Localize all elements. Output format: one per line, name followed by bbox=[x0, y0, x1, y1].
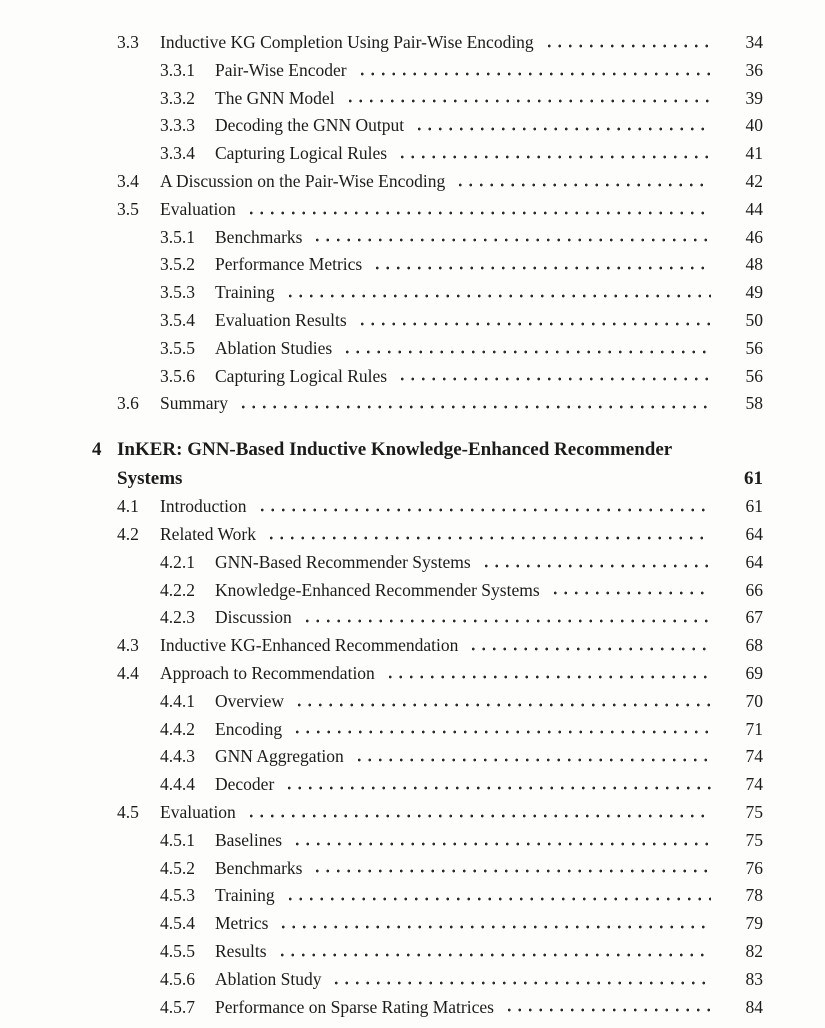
toc-entry-title: Evaluation bbox=[160, 198, 236, 219]
toc-entry-title: Training bbox=[215, 282, 275, 303]
toc-entry-number: 3.3.3 bbox=[160, 115, 195, 136]
toc-chapter-number: 4 bbox=[92, 439, 102, 461]
toc-entry-title: GNN Aggregation bbox=[215, 746, 344, 767]
dot-leader bbox=[478, 549, 711, 577]
dot-leader bbox=[394, 140, 711, 168]
dot-leader bbox=[339, 335, 711, 363]
toc-chapter-title-line1: InKER: GNN-Based Inductive Knowledge-Enhanced Recommender bbox=[117, 439, 673, 461]
toc-entry-page: 78 bbox=[745, 885, 763, 906]
toc-entry-number: 4.4.4 bbox=[160, 774, 195, 795]
toc-entry-title: Summary bbox=[160, 393, 229, 414]
toc-chapter-entry[interactable] bbox=[92, 435, 763, 493]
toc-chapter-line2 bbox=[92, 464, 763, 493]
toc-entry-number: 4.5.7 bbox=[160, 996, 195, 1017]
dot-leader bbox=[281, 771, 711, 799]
dot-leader bbox=[501, 994, 711, 1022]
dot-leader bbox=[452, 168, 711, 196]
toc-entry-3-4[interactable] bbox=[92, 168, 763, 196]
toc-entry-number: 3.3.2 bbox=[160, 87, 195, 108]
dot-leader bbox=[354, 307, 711, 335]
toc-entry-page: 70 bbox=[745, 690, 763, 711]
toc-entry-page: 58 bbox=[745, 393, 763, 414]
toc-entry-number: 4.5.5 bbox=[160, 940, 195, 961]
toc-entry-number: 4.5.2 bbox=[160, 857, 195, 878]
toc-entry-page: 46 bbox=[745, 226, 763, 247]
toc-entry-title: Decoder bbox=[215, 774, 275, 795]
toc-entry-title: Capturing Logical Rules bbox=[215, 365, 388, 386]
toc-entry-4-4[interactable] bbox=[92, 660, 763, 688]
toc-entry-title: Evaluation bbox=[160, 801, 236, 822]
dot-leader bbox=[235, 390, 711, 418]
toc-entry-number: 4.4.3 bbox=[160, 746, 195, 767]
toc-entry-title: Performance Metrics bbox=[215, 254, 363, 275]
toc-entry-title: Evaluation Results bbox=[215, 309, 347, 330]
toc-entry-title: Metrics bbox=[215, 913, 269, 934]
toc-entry-number: 4.4 bbox=[117, 662, 139, 683]
toc-entry-title: Benchmarks bbox=[215, 857, 303, 878]
toc-entry-4-5[interactable] bbox=[92, 799, 763, 827]
toc-entry-title: Performance on Sparse Rating Matrices bbox=[215, 996, 494, 1017]
toc-entry-4-5-3[interactable] bbox=[92, 882, 763, 910]
toc-entry-3-3-1[interactable] bbox=[92, 57, 763, 85]
toc-entry-3-5-3[interactable] bbox=[92, 279, 763, 307]
toc-entry-page: 67 bbox=[745, 607, 763, 628]
toc-entry-number: 4.4.1 bbox=[160, 690, 195, 711]
table-of-contents bbox=[92, 29, 763, 1021]
toc-entry-4-5-5[interactable] bbox=[92, 938, 763, 966]
toc-entry-4-2-3[interactable] bbox=[92, 604, 763, 632]
toc-entry-title: Encoding bbox=[215, 718, 283, 739]
toc-entry-number: 3.4 bbox=[117, 170, 139, 191]
toc-entry-title: Inductive KG-Enhanced Recommendation bbox=[160, 635, 459, 656]
toc-entry-3-5[interactable] bbox=[92, 196, 763, 224]
toc-entry-page: 42 bbox=[745, 170, 763, 191]
dot-leader bbox=[275, 910, 711, 938]
toc-entry-number: 3.3.4 bbox=[160, 143, 195, 164]
dot-leader bbox=[351, 743, 711, 771]
toc-entry-3-5-1[interactable] bbox=[92, 224, 763, 252]
toc-entry-number: 4.5.4 bbox=[160, 913, 195, 934]
toc-entry-title: Results bbox=[215, 940, 267, 961]
toc-entry-number: 3.3.1 bbox=[160, 59, 195, 80]
toc-entry-title: Decoding the GNN Output bbox=[215, 115, 405, 136]
dot-leader bbox=[299, 604, 711, 632]
toc-entry-number: 4.5.1 bbox=[160, 829, 195, 850]
toc-entry-page: 36 bbox=[745, 59, 763, 80]
toc-entry-page: 69 bbox=[745, 662, 763, 683]
dot-leader bbox=[274, 938, 711, 966]
toc-entry-page: 83 bbox=[745, 968, 763, 989]
toc-entry-4-5-7[interactable] bbox=[92, 994, 763, 1022]
dot-leader bbox=[309, 855, 711, 883]
dot-leader bbox=[289, 827, 711, 855]
dot-leader bbox=[382, 660, 711, 688]
toc-entry-title: Ablation Study bbox=[215, 968, 322, 989]
toc-entry-number: 4.2.3 bbox=[160, 607, 195, 628]
toc-entry-page: 76 bbox=[745, 857, 763, 878]
dot-leader bbox=[547, 577, 711, 605]
toc-entry-title: Approach to Recommendation bbox=[160, 662, 375, 683]
toc-entry-page: 75 bbox=[745, 829, 763, 850]
toc-entry-page: 56 bbox=[745, 365, 763, 386]
toc-entry-number: 3.5.2 bbox=[160, 254, 195, 275]
toc-entry-page: 71 bbox=[745, 718, 763, 739]
toc-entry-4-5-6[interactable] bbox=[92, 966, 763, 994]
toc-entry-3-5-6[interactable] bbox=[92, 363, 763, 391]
toc-entry-title: Introduction bbox=[160, 496, 247, 517]
dot-leader bbox=[328, 966, 711, 994]
toc-entry-page: 61 bbox=[745, 496, 763, 517]
toc-entry-page: 64 bbox=[745, 523, 763, 544]
dot-leader bbox=[289, 716, 711, 744]
toc-chapter-line1 bbox=[92, 435, 763, 464]
toc-entry-4-4-4[interactable] bbox=[92, 771, 763, 799]
toc-entry-3-3-2[interactable] bbox=[92, 85, 763, 113]
toc-entry-number: 3.3 bbox=[117, 32, 139, 52]
dot-leader bbox=[263, 521, 711, 549]
toc-entry-number: 4.3 bbox=[117, 635, 139, 656]
toc-entry-title: Discussion bbox=[215, 607, 292, 628]
toc-entry-page: 75 bbox=[745, 801, 763, 822]
toc-entry-4-4-3[interactable] bbox=[92, 743, 763, 771]
toc-chapter-title-line2: Systems bbox=[117, 468, 183, 490]
toc-entry-3-3[interactable] bbox=[92, 29, 763, 57]
toc-entry-title: Capturing Logical Rules bbox=[215, 143, 388, 164]
toc-entry-page: 74 bbox=[745, 774, 763, 795]
toc-entry-page: 40 bbox=[745, 115, 763, 136]
toc-entry-title: The GNN Model bbox=[215, 87, 335, 108]
toc-entry-number: 3.5.5 bbox=[160, 337, 195, 358]
toc-entry-4-4-2[interactable] bbox=[92, 716, 763, 744]
dot-leader bbox=[243, 196, 711, 224]
dot-leader bbox=[309, 224, 711, 252]
toc-entry-page: 84 bbox=[745, 996, 763, 1017]
toc-entry-3-5-4[interactable] bbox=[92, 307, 763, 335]
toc-entry-number: 3.5.3 bbox=[160, 282, 195, 303]
toc-entry-number: 3.6 bbox=[117, 393, 139, 414]
dot-leader bbox=[282, 279, 711, 307]
toc-entry-page: 79 bbox=[745, 913, 763, 934]
dot-leader bbox=[342, 85, 711, 113]
toc-entry-title: Related Work bbox=[160, 523, 256, 544]
toc-entry-title: GNN-Based Recommender Systems bbox=[215, 551, 471, 572]
toc-entry-4-5-1[interactable] bbox=[92, 827, 763, 855]
toc-entry-page: 64 bbox=[745, 551, 763, 572]
toc-entry-page: 41 bbox=[745, 143, 763, 164]
toc-entry-page: 56 bbox=[745, 337, 763, 358]
toc-entry-3-3-4[interactable] bbox=[92, 140, 763, 168]
chapter-spacer bbox=[182, 464, 713, 493]
dot-leader bbox=[243, 799, 711, 827]
toc-entry-title: Overview bbox=[215, 690, 285, 711]
toc-entry-title: Ablation Studies bbox=[215, 337, 333, 358]
toc-entry-3-6[interactable] bbox=[92, 390, 763, 418]
toc-entry-number: 4.4.2 bbox=[160, 718, 195, 739]
toc-entry-4-5-2[interactable] bbox=[92, 855, 763, 883]
toc-entry-3-5-5[interactable] bbox=[92, 335, 763, 363]
toc-entry-page: 34 bbox=[745, 32, 763, 52]
toc-entry-number: 4.2 bbox=[117, 523, 139, 544]
toc-entry-number: 3.5.6 bbox=[160, 365, 195, 386]
toc-entry-page: 39 bbox=[745, 87, 763, 108]
toc-entry-page: 82 bbox=[745, 940, 763, 961]
toc-entry-number: 4.2.2 bbox=[160, 579, 195, 600]
toc-entry-4-2[interactable] bbox=[92, 521, 763, 549]
toc-entry-title: A Discussion on the Pair-Wise Encoding bbox=[160, 170, 446, 191]
toc-entry-page: 48 bbox=[745, 254, 763, 275]
toc-entry-page: 74 bbox=[745, 746, 763, 767]
toc-entry-number: 3.5 bbox=[117, 198, 139, 219]
dot-leader bbox=[254, 493, 711, 521]
toc-entry-number: 3.5.4 bbox=[160, 309, 195, 330]
toc-entry-number: 4.5 bbox=[117, 801, 139, 822]
toc-entry-page: 66 bbox=[745, 579, 763, 600]
toc-entry-3-5-2[interactable] bbox=[92, 251, 763, 279]
dot-leader bbox=[541, 29, 711, 57]
dot-leader bbox=[282, 882, 711, 910]
dot-leader bbox=[465, 632, 711, 660]
dot-leader bbox=[369, 251, 711, 279]
toc-entry-number: 4.1 bbox=[117, 496, 139, 517]
dot-leader bbox=[291, 688, 711, 716]
toc-entry-4-2-2[interactable] bbox=[92, 577, 763, 605]
toc-entry-4-1[interactable] bbox=[92, 493, 763, 521]
toc-entry-title: Pair-Wise Encoder bbox=[215, 59, 347, 80]
toc-entry-3-3-3[interactable] bbox=[92, 112, 763, 140]
toc-entry-number: 4.5.3 bbox=[160, 885, 195, 906]
toc-entry-page: 49 bbox=[745, 282, 763, 303]
toc-entry-page: 68 bbox=[745, 635, 763, 656]
toc-entry-4-3[interactable] bbox=[92, 632, 763, 660]
dot-leader bbox=[411, 112, 711, 140]
toc-entry-number: 4.2.1 bbox=[160, 551, 195, 572]
toc-entry-4-2-1[interactable] bbox=[92, 549, 763, 577]
toc-entry-4-4-1[interactable] bbox=[92, 688, 763, 716]
dot-leader bbox=[354, 57, 711, 85]
toc-entry-title: Baselines bbox=[215, 829, 283, 850]
toc-entry-title: Training bbox=[215, 885, 275, 906]
toc-entry-number: 3.5.1 bbox=[160, 226, 195, 247]
toc-entry-number: 4.5.6 bbox=[160, 968, 195, 989]
toc-entry-title: Knowledge-Enhanced Recommender Systems bbox=[215, 579, 540, 600]
toc-entry-4-5-4[interactable] bbox=[92, 910, 763, 938]
toc-entry-title: Inductive KG Completion Using Pair-Wise Encoding bbox=[160, 32, 534, 52]
toc-entry-page: 44 bbox=[745, 198, 763, 219]
toc-chapter-page: 61 bbox=[744, 468, 763, 490]
toc-entry-title: Benchmarks bbox=[215, 226, 303, 247]
dot-leader bbox=[394, 363, 711, 391]
toc-entry-page: 50 bbox=[745, 309, 763, 330]
